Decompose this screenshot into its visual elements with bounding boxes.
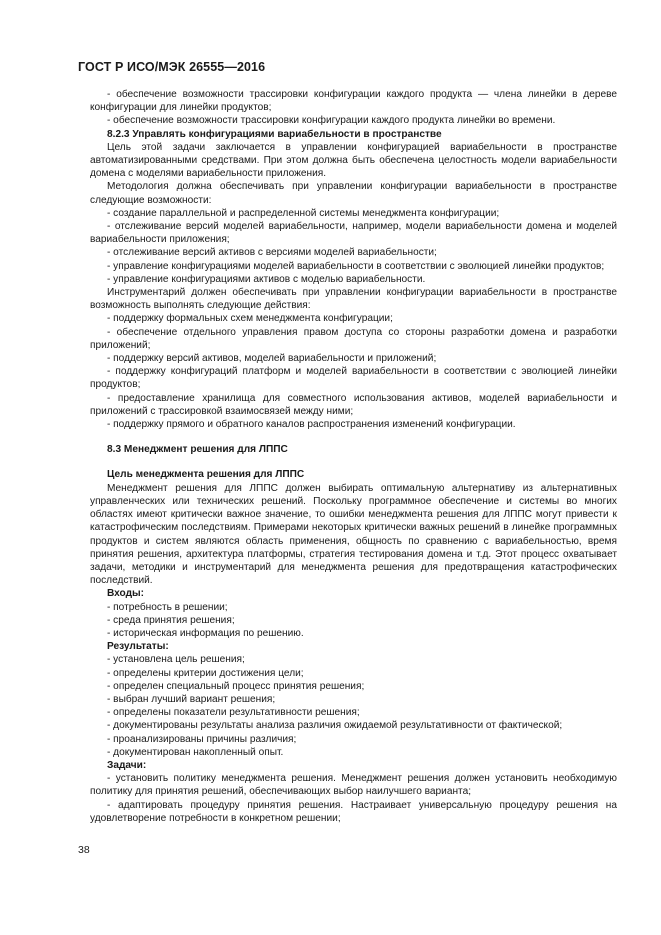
list-item: - управление конфигурациями моделей вариабельности в соответствии с эволюцией линейки продуктов; xyxy=(107,260,605,272)
section-heading-8-3: 8.3 Менеджмент решения для ЛППС xyxy=(107,444,288,456)
section-gap xyxy=(90,456,617,468)
list-item: - установлена цель решения; xyxy=(107,654,245,666)
list-item: - проанализированы причины различия; xyxy=(107,733,297,745)
list-item: - обеспечение возможности трассировки конфигурации каждого продукта — члена линейки в дереве конфигурации для линейки продуктов; xyxy=(90,89,617,114)
list-item: - поддержку конфигураций платформ и моделей вариабельности в соответствии с эволюцией линейки продуктов; xyxy=(90,366,617,391)
subheading: Цель менеджмента решения для ЛППС xyxy=(107,469,305,481)
list-item: - документированы результаты анализа различия ожидаемой результативности от фактической; xyxy=(107,720,563,732)
list-item: - обеспечение отдельного управления правом доступа со стороны разработки домена и разработки приложений; xyxy=(90,326,617,351)
label-inputs: Входы: xyxy=(107,588,145,600)
label-tasks: Задачи: xyxy=(107,759,147,771)
list-item: - документирован накопленный опыт. xyxy=(107,746,284,758)
page-header: ГОСТ Р ИСО/МЭК 26555—2016 xyxy=(78,60,266,74)
paragraph: Инструментарий должен обеспечивать при управлении конфигурации вариабельности в пространстве возможность выполнять следующие действия: xyxy=(90,287,617,312)
section-gap xyxy=(90,431,617,443)
list-item: - управление конфигурациями активов с моделью вариабельности. xyxy=(107,273,426,285)
list-item: - поддержку версий активов, моделей вариабельности и приложений; xyxy=(107,353,437,365)
list-item: - определен специальный процесс принятия решения; xyxy=(107,680,365,692)
list-item: - установить политику менеджмента решения. Менеджмент решения должен установить необходимую политику для принятия решений, обеспечивающих выбор наилучшего варианта; xyxy=(90,773,617,798)
page-number: 38 xyxy=(78,844,90,856)
list-item: - историческая информация по решению. xyxy=(107,627,304,639)
paragraph: Менеджмент решения для ЛППС должен выбирать оптимальную альтернативу из альтернативных управленческих или технических решений. Поскольку программное обеспечение и системы во многих областях имеют критически важное значение, то ошибки менеджмента решения для ЛППС могут привести к катастрофическим последствиям. Примерами некоторых критически важных решений в линейке программных продуктов и систем являются область применения, общность по сравнению с вариабельностью, время принятия решения, архитектура платформы, стратегия тестирования домена и т.д. Этот процесс охватывает задачи, методики и инструментарий для менеджмента решения для предотвращения катастрофических последствий. xyxy=(90,482,617,587)
list-item: - выбран лучший вариант решения; xyxy=(107,693,276,705)
list-item: - отслеживание версий моделей вариабельности, например, модели вариабельности домена и моделей вариабельности приложения; xyxy=(90,221,617,246)
paragraph: Цель этой задачи заключается в управлении конфигурацией вариабельности в пространстве автоматизированными средствами. При этом должна быть обеспечена целостность модели вариабельности домена с моделями вариабельности приложения. xyxy=(90,141,617,180)
section-heading-8-2-3: 8.2.3 Управлять конфигурациями вариабельности в пространстве xyxy=(107,128,442,140)
list-item: - определены показатели результативности решения; xyxy=(107,707,360,719)
list-item: - адаптировать процедуру принятия решения. Настраивает универсальную процедуру решения на удовлетворение потребности в конкретном решении; xyxy=(90,799,617,824)
list-item: - поддержку формальных схем менеджмента конфигурации; xyxy=(107,313,393,325)
list-item: - среда принятия решения; xyxy=(107,614,235,626)
list-item: - предоставление хранилища для совместного использования активов, моделей вариабельности и приложений с трассировкой взаимосвязей между ними; xyxy=(90,392,617,417)
label-results: Результаты: xyxy=(107,641,169,653)
list-item: - потребность в решении; xyxy=(107,601,228,613)
list-item: - отслеживание версий активов с версиями моделей вариабельности; xyxy=(107,247,437,259)
list-item: - поддержку прямого и обратного каналов распространения изменений конфигурации. xyxy=(107,419,516,431)
page-body xyxy=(90,88,617,825)
list-item: - определены критерии достижения цели; xyxy=(107,667,304,679)
paragraph: Методология должна обеспечивать при управлении конфигурации вариабельности в пространстве следующие возможности: xyxy=(90,181,617,206)
list-item: - создание параллельной и распределенной системы менеджмента конфигурации; xyxy=(107,207,500,219)
list-item: - обеспечение возможности трассировки конфигурации каждого продукта линейки во времени. xyxy=(107,115,556,127)
